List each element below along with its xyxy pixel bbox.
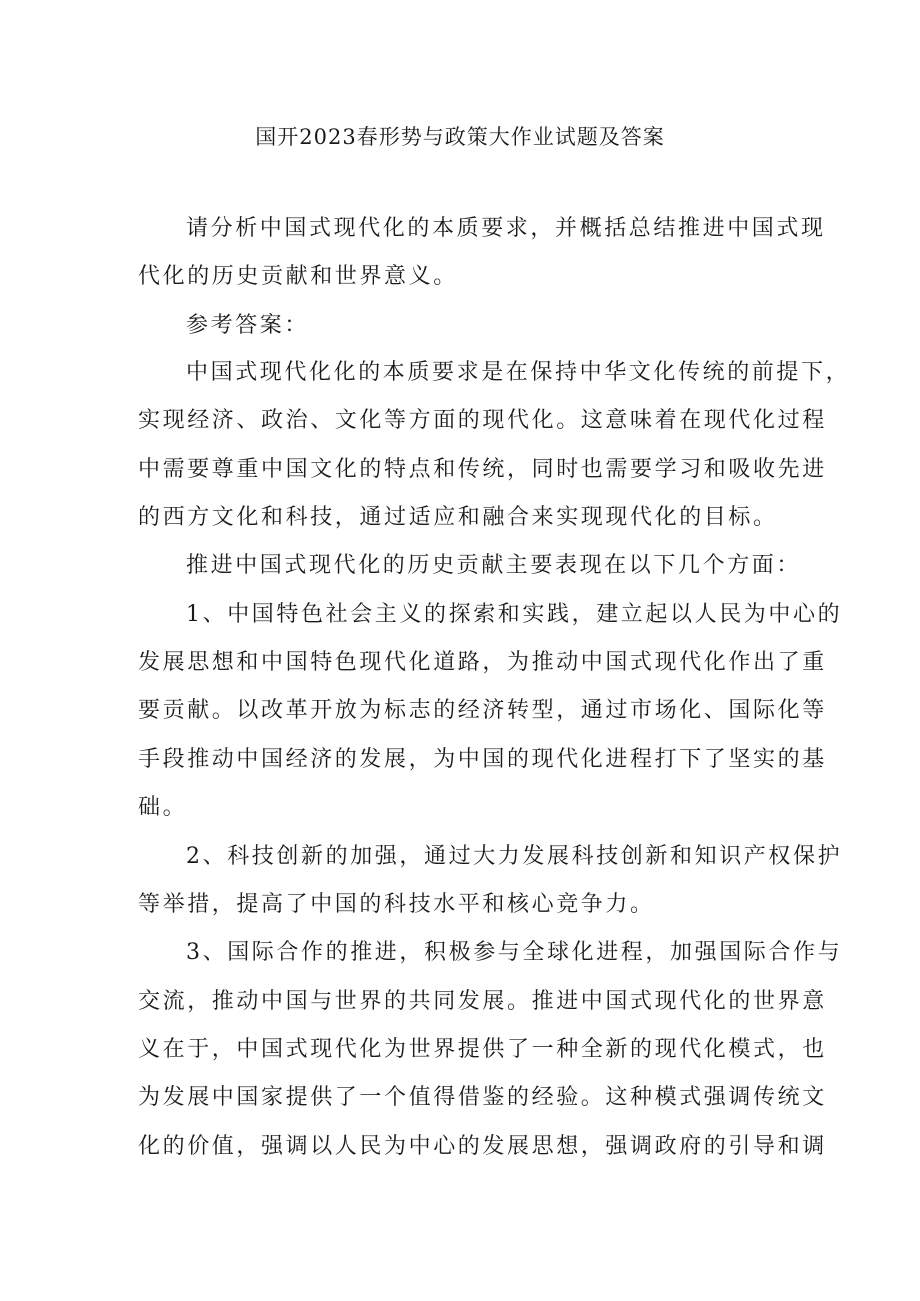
list-item-1-line: 1、中国特色社会主义的探索和实践，建立起以人民为中心的 — [186, 602, 843, 627]
document-title: 国开2023春形势与政策大作业试题及答案 — [255, 125, 665, 149]
paragraph-line: 中国式现代化化的本质要求是在保持中华文化传统的前提下， — [186, 360, 851, 385]
list-item-3-line: 交流，推动中国与世界的共同发展。推进中国式现代化的世界意 — [138, 989, 827, 1014]
list-item-3-line: 3、国际合作的推进，积极参与全球化进程，加强国际合作与 — [186, 940, 843, 965]
paragraph-line: 中需要尊重中国文化的特点和传统，同时也需要学习和吸收先进 — [138, 457, 827, 482]
list-item-2-line: 等举措，提高了中国的科技水平和核心竞争力。 — [138, 892, 655, 917]
list-item-3-line: 化的价值，强调以人民为中心的发展思想，强调政府的引导和调 — [138, 1134, 827, 1159]
list-item-3-line: 义在于，中国式现代化为世界提供了一种全新的现代化模式，也 — [138, 1037, 827, 1062]
question-line-1: 请分析中国式现代化的本质要求，并概括总结推进中国式现 — [186, 216, 826, 241]
list-item-1-line: 础。 — [138, 795, 188, 820]
paragraph-line: 实现经济、政治、文化等方面的现代化。这意味着在现代化过程 — [138, 408, 827, 433]
paragraph-line: 的西方文化和科技，通过适应和融合来实现现代化的目标。 — [138, 505, 778, 530]
list-item-1-line: 要贡献。以改革开放为标志的经济转型，通过市场化、国际化等 — [138, 698, 827, 723]
list-item-1-line: 手段推动中国经济的发展，为中国的现代化进程打下了坚实的基 — [138, 747, 827, 772]
answer-heading: 参考答案： — [186, 313, 310, 338]
list-item-1-line: 发展思想和中国特色现代化道路，为推动中国式现代化作出了重 — [138, 650, 827, 675]
question-line-2: 代化的历史贡献和世界意义。 — [138, 264, 458, 289]
paragraph-line: 推进中国式现代化的历史贡献主要表现在以下几个方面： — [186, 553, 802, 578]
list-item-3-line: 为发展中国家提供了一个值得借鉴的经验。这种模式强调传统文 — [138, 1085, 827, 1110]
list-item-2-line: 2、科技创新的加强，通过大力发展科技创新和知识产权保护 — [186, 844, 843, 869]
